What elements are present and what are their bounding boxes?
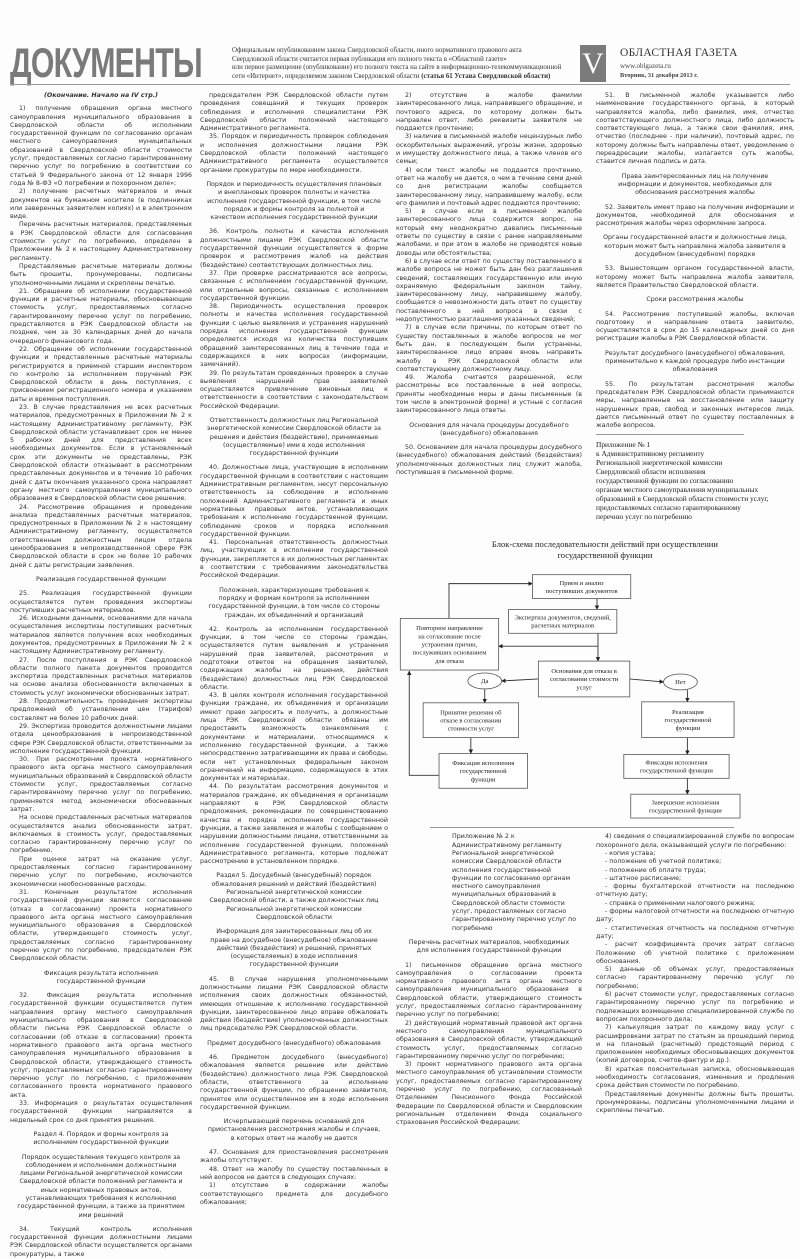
paragraph: Приложение № 1 (596, 440, 651, 450)
section-heading: Предмет досудебного (внесудебного) обжалования (207, 1039, 381, 1047)
notice-line: или первое размещение (опубликование) его полного текста на сайте в информационно-телекоммуникационной (232, 64, 562, 72)
flowchart-label: Нет (675, 679, 686, 687)
paragraph: 35. Порядок и периодичность проверок соблюдения и исполнения должностными лицами РЭК Свердловской области положений настоящего Административного регламента осуществляется органами прокуратуры по мере необходимости. (200, 133, 388, 174)
appendix-2 (396, 833, 794, 1127)
flowchart-label: функции (675, 725, 701, 733)
paragraph: 23. В случае представления не всех расчетных материалов, предусмотренных в Приложении № 2 к настоящему Административному регламенту, РЭК Свердловской области устанавливает срок не менее 5 рабочих дней для представления всех необходимых документов. Если в установленный срок эти документы не представлены, РЭК Свердловской области отказывает в рассмотрении представленных документов и в течение 10 рабочих дней с даты окончания указанного срока направляет органу местного самоуправления муниципального образования в Свердловской области свое решение. (10, 403, 192, 503)
paragraph: 5) в случае если в письменной жалобе заинтересованного лица содержится вопрос, на который ему неоднократно давались письменные ответы по существу в связи с ранее направляемыми жалобами, и при этом в жалобе не приводятся новые доводы или обстоятельства; (396, 208, 582, 257)
flowchart-nodes (400, 575, 740, 818)
paragraph: - положение об учетной политике; (605, 858, 722, 866)
appendix-2-left-wrapper (396, 833, 582, 1127)
paragraph: 36. Контроль полноты и качества исполнения должностными лицами РЭК Свердловской области государственной функции осуществляется в форме проверок и рассмотрения жалоб на действия (бездействие) соответствующих должностных лиц. (200, 228, 388, 269)
flowchart-label: услуг (576, 684, 592, 692)
paragraph: - формы налоговой отчетности на последнюю отчетную дату; (596, 908, 794, 924)
flowchart (396, 527, 794, 825)
paragraph: 28. Продолжительность проведения экспертизы предложений об установлении цен (тарифов) составляет не более 10 рабочих дней. (10, 698, 192, 722)
flowchart-label: Принятие решения об (440, 709, 502, 717)
paragraph: Перечень расчетных материалов, представляемых в РЭК Свердловской области для согласования стоимости услуг по погребению, определен в Приложении № 2 к настоящему Административному регламенту. (10, 221, 192, 262)
box-record-execution (624, 755, 729, 779)
paragraph: 3) наличие в письменной жалобе нецензурных либо оскорбительных выражений, угрозы жизни, здоровью и имуществу должностного лица, а также членов его семьи; (396, 133, 582, 166)
paragraph: 2) действующий нормативный правовой акт органа местного самоуправления муниципального образования в Свердловской области, утверждающий стоимость услуг, предоставляемых согласно гарантированному перечню услуг по погребению; (396, 1019, 582, 1060)
section-heading: Органы государственной власти и должностные лица, которым может быть направлена жалоба заявителя в досудебном (внесудебном) порядке (603, 234, 787, 259)
paragraph: 44. По результатам рассмотрения документов и материалов граждане, их объединения и организации направляют в РЭК Свердловской области предложения, рекомендации по совершенствованию качества и порядка исполнения государственной функции, а также заявления и жалобы с сообщением о нарушении должностными лицами, ответственными за исполнение государственной функции, положений Административного регламента, которые подлежат рассмотрению в установленном порядке. (200, 783, 388, 866)
paragraph: 37. При проверке рассматриваются все вопросы, связанные с исполнением государственной функции, или отдельные вопросы, связанные с исполнением государственной функции. (200, 269, 388, 302)
paragraph: 1) получение обращения органа местного самоуправления муниципального образования в Свердловской области об исполнении государственной функции по согласованию органам местного самоуправления муниципальных образований в Свердловской области стоимости услуг, предоставляемых согласно гарантированному перечню услуг по погребению в соответствии со статьей 9 Федерального закона от 12 января 1996 года № 8-ФЗ «О погребении и похоронном деле»; (10, 105, 192, 187)
section-heading: Раздел 4. Порядок и формы контроля за исполнением государственной функции (33, 1130, 169, 1147)
section-heading: Реализация государственной функции (36, 575, 166, 583)
paragraph: Представляемые документы должны быть прошиты, пронумерованы, подписаны уполномоченными лицами и скреплены печатью. (596, 1090, 794, 1115)
section-heading: Фиксация результата исполнения государственной функции (43, 969, 159, 985)
flowchart-label: Экспертиза документов, сведений, (514, 614, 611, 622)
paragraph: 2) отсутствие в жалобе фамилии заинтересованного лица, направившего обращение, и почтового адреса, по которому должен быть направлен ответ, либо реквизиты заявителя не поддаются прочтению; (396, 92, 582, 133)
paragraph: 4) сведения о специализированной службе по вопросам похоронного дела, оказывающей услуги по погребению: (596, 833, 794, 849)
publication-notice (232, 47, 577, 81)
paragraph: 5) данные об объемах услуг, предоставляемых согласно гарантированному перечню услуг по погребению; (596, 966, 794, 990)
upper-columns (396, 92, 794, 521)
paragraph: На основе представленных расчетных материалов осуществляется анализ обоснованности затрат, включаемых в стоимость услуг, предоставляемых согласно гарантированному перечню услуг по погребению. (10, 814, 192, 855)
appendix-2-header (452, 833, 582, 933)
paragraph: Приложение № 2 к Административному регламенту Региональной энергетической комиссии Свердловской области исполнения государственной функции по согласованию органам местного самоуправления муниципальных образований в Свердловской области стоимости услуг, предоставляемых согласно гарантированному перечню услуг по погребению (452, 833, 577, 932)
flowchart-title: Блок-схема последовательности действий при осуществлении (491, 539, 718, 550)
paragraph: - формы бухгалтерской отчетности на последнюю отчетную дату; (596, 883, 794, 899)
paragraph: - положение об оплате труда; (605, 866, 706, 874)
box-resubmission (400, 619, 498, 671)
paragraph: 48. Ответ на жалобу по существу поставленных в ней вопросов не дается в следующих случаях: (200, 1165, 388, 1181)
flowchart-label: Фиксация исполнения (452, 760, 515, 768)
paragraph: 8) краткая пояснительная записка, обосновывающая необходимость согласования, изменения и продления срока действия стоимости по погребению. (596, 1065, 794, 1090)
newspaper-name: ОБЛАСТНАЯ ГАЗЕТА (620, 47, 738, 59)
box-refusal-grounds (538, 661, 629, 697)
flowchart-label: согласовании стоимости (549, 676, 619, 684)
column-2 (200, 92, 388, 1207)
section-title: ДОКУМЕНТЫ (10, 39, 202, 86)
paragraph: Свердловской области исполнения (596, 467, 706, 477)
flowchart-label: государственной функции (648, 807, 722, 815)
paragraph: 41. Персональная ответственность должностных лиц, участвующих в исполнении государственной функции, закрепляется в их должностных регламентах в соответствии с требованиями законодательства Российской Федерации. (200, 539, 388, 580)
paragraph: перечню услуг по погребению (596, 512, 692, 522)
paragraph: 2) получение расчетных материалов и иных документов на бумажном носителе (в подлинниках или заверенных заявителем копиях) и в электронном виде. (10, 188, 192, 221)
paragraph: 42. Контроль за исполнением государственной функции, в том числе со стороны граждан, осуществляется путем выявления и устранения нарушений прав заявителей, рассмотрения и подготовки ответов на обращения заявителей, содержащих жалобы на решения, действия (бездействие) должностных лиц РЭК Свердловской области. (200, 625, 388, 691)
flowchart-label: на согласование после (418, 633, 481, 641)
decision-no (664, 674, 698, 690)
flowchart-label: Основания для отказа в (551, 668, 617, 676)
paragraph: 29. Экспертиза проводится должностными лицами отдела ценообразования в непроизводственной сфере РЭК Свердловской области, ответственными за исполнение государственной функции. (10, 722, 192, 755)
flowchart-label: отказе в согласовании (440, 717, 502, 725)
paragraph: 7) калькуляция затрат по каждому виду услуг с расшифровками затрат по статьям за прошедший период и на плановый (расчетный) предстоящий период с приложением необходимых обосновывающих документов (копий договоров, счетов-фактур и др.). (596, 1024, 794, 1065)
paragraph: 38. Периодичность осуществления проверок полноты и качества исполнения государственной функции с целью выявления и устранения нарушений порядка исполнения государственной функции определяется исходя из количества поступивших обращений заинтересованных лиц в течение года и содержащихся в них вопросах (информации, замечаний). (200, 303, 388, 369)
newspaper-info (620, 47, 790, 79)
paragraph: - статистическая отчетность на последнюю отчетную дату; (596, 924, 794, 940)
paragraph: предоставляемых согласно гарантированному (596, 503, 742, 513)
paragraph: 55. По результатам рассмотрения жалобы председателем РЭК Свердловской области принимаются меры, направленные на восстановление или защиту нарушенных прав, свобод и законных интересов лица, дается письменный ответ по существу поставленных в жалобе вопросов. (596, 380, 794, 430)
paragraph: 43. В целях контроля исполнения государственной функции граждане, их объединения и организации имеют право запросить и получить, а должностные лица РЭК Свердловской области обязаны им предоставить возможность ознакомления с документами и материалами, относящимися к исполнению государственной функции, а также непосредственно затрагивающими их права и свободы, если нет установленных федеральным законом ограничений на информацию, содержащуюся в этих документах и материалах. (200, 692, 388, 783)
header-divider (10, 84, 790, 85)
paragraph: - расчет коэффициента прочих затрат согласно Положению об учетной политике с приложением обоснования. (596, 941, 794, 965)
paragraph: 32. Фиксация результата исполнения государственной функции осуществляется путем направления органу местного самоуправления муниципального образования в Свердловской области письма РЭК Свердловской области о согласовании (об отказе в согласовании) проекта нормативного правового акта органа местного самоуправления муниципального образования в Свердловской области, утверждающего стоимость услуг, предоставляемых согласно гарантированному перечню услуг по погребению, с приложением согласованного проекта нормативного правового акта. (10, 992, 192, 1099)
paragraph: образований в Свердловской области стоимости услуг, (596, 494, 769, 504)
paragraph: 6) в случае если ответ по существу поставленного в жалобе вопроса не может быть дан без разглашения сведений, составляющих государственную или иную охраняемую федеральным законом тайну, заинтересованному лицу, направившему жалобу, сообщается о невозможности дать ответ по существу поставленного в ней вопроса в связи с недопустимостью разглашения указанных сведений; (396, 257, 582, 324)
right-region (396, 92, 794, 1127)
box-receive-documents (532, 575, 630, 599)
paragraph: - штатное расписание; (605, 874, 682, 882)
paragraph: 25. Реализация государственной функции осуществляется путем проведения экспертизы поступивших расчетных материалов. (10, 590, 192, 614)
flowchart-label: Реализация (671, 709, 704, 717)
flowchart-label: послуживших основанием (412, 650, 487, 658)
flowchart-title: государственной функции (557, 550, 653, 561)
flowchart-label: функции (470, 776, 496, 784)
paragraph: 53. Вышестоящим органом государственной власти, которому может быть направлена жалоба заявителя, является Правительство Свердловской области. (596, 265, 794, 289)
flowchart-label: государственной функции (640, 768, 713, 776)
paragraph: 46. Предметом досудебного (внесудебного) обжалования является решение или действие (бездействие) должностного лица РЭК Свердловской области, ответственного за исполнение государственной функции, по обращению заявителя, принятое или осуществленное им в ходе исполнения государственной функции. (200, 1054, 388, 1111)
paragraph: Региональной энергетической комиссии (596, 458, 723, 468)
section-heading: Раздел 5. Досудебный (внесудебный) порядок обжалования решений и действий (бездействия) Региональной энергетической комиссии Свердловской области, а также должностных лиц Региональной энергетической комиссии Свердловской области (209, 872, 379, 921)
paragraph: 22. Обращение об исполнении государственной функции и представленные расчетные материалы регистрируются в приемной старшим инспектором по контролю за исполнением поручений РЭК Свердловской области в день поступления, с присвоением регистрационного номера и указанием даты и времени поступления. (10, 345, 192, 403)
paragraph: 34. Текущий контроль исполнения государственной функции должностными лицами РЭК Свердловской области осуществляется органами прокуратуры, а также (10, 1225, 192, 1258)
column-4 (596, 92, 794, 430)
column-4-wrapper (596, 92, 794, 521)
paragraph: Представляемые расчетные материалы должны быть прошиты, пронумерованы, подписаны уполномоченными лицами и скреплены печатью. (10, 262, 192, 287)
paragraph: 33. Информация о результатах осуществления государственной функции направляется в недельный срок со дня принятия решения. (10, 1100, 192, 1124)
section-divider (430, 827, 734, 828)
section-heading: Основания для начала процедуры досудебного (внесудебного) обжалования (409, 421, 569, 437)
flowchart-label: расчетных материалов (531, 623, 595, 631)
issue-date: Вторник, 31 декабря 2013 г. (620, 72, 698, 79)
section-heading: Порядок осуществления текущего контроля за соблюдением и исполнением должностными лицами Региональной энергетической комиссии Свердловской области положений регламента и иных нормативных правовых актов, устанавливающих требования к исполнению государственной функции, а также за принятием ими решений (17, 1153, 185, 1219)
flowchart-label: для отказа (435, 658, 464, 666)
paragraph: государственной функции по согласованию (596, 476, 734, 486)
section-heading: Сроки рассмотрения жалобы (646, 296, 744, 304)
flowchart-label: поступивших документов (545, 588, 618, 596)
section-divider (596, 434, 744, 435)
flowchart-label: Да (481, 678, 489, 686)
section-heading: Положения, характеризующие требования к порядку и формам контроля за исполнением государственной функции, в том числе со стороны граждан, их объединений и организаций (208, 586, 380, 619)
paragraph: 1) отсутствие в содержании жалобы соответствующего предмета для досудебного обжалования; (200, 1182, 388, 1206)
flowchart-label: государственной (459, 768, 507, 776)
section-heading: Перечень расчетных материалов, необходимых для исполнения государственной функции (408, 938, 570, 955)
paragraph: 31. Конечным результатом исполнения государственной функции является согласование (отказ в согласовании) проекта нормативного правового акта органа местного самоуправления муниципального образования в Свердловской области, утверждающего стоимость услуг, предоставляемых согласно гарантированному перечню услуг по погребению, председателем РЭК Свердловской области. (10, 888, 192, 963)
flowchart-label: стоимости услуг (447, 726, 495, 734)
notice-line: Свердловской области считается первая публикация его полного текста в «Областной газете» (232, 55, 507, 63)
paragraph: 26. Исходными данными, основаниями для начала осуществления экспертизы поступивших расчетных материалов является получение всех необходимых документов, предусмотренных в Приложении № 2 к настоящему Административному регламенту. (10, 615, 192, 656)
column-1 (10, 92, 192, 1259)
paragraph: - справка о применении налогового режима; (605, 899, 756, 907)
flowchart-arrow (502, 679, 539, 681)
flowchart-label: государственной (664, 717, 712, 725)
box-completion (631, 795, 740, 819)
continuation-note: (Окончание. Начало на IV стр.) (44, 92, 158, 99)
paragraph: председателем РЭК Свердловской области путем проведения совещаний и текущих проверок соблюдения и исполнения специалистами РЭК Свердловской области положений настоящего Административного регламента. (200, 92, 388, 133)
column-3 (396, 92, 582, 477)
paragraph: органам местного самоуправления муниципальных (596, 485, 759, 495)
flowchart-arrow (630, 679, 664, 682)
paragraph: 52. Заявитель имеет право на получение информации и документов, необходимой для обоснования и рассмотрения жалобы через оформление запроса. (596, 203, 794, 228)
paragraph: 51. В письменной жалобе указывается либо наименование государственного органа, в который направляется жалоба, либо фамилия, имя, отчество соответствующего должностного лица, либо должность соответствующего лица, а также свои фамилия, имя, отчество (последнее - при наличии), почтовый адрес, по которому должны быть направлены ответ, уведомление о переадресации жалобы, излагается суть жалобы, ставится личная подпись и дата. (596, 92, 794, 166)
appendix-2-list (396, 939, 582, 1128)
paragraph: 21. Обращение об исполнении государственной функции и расчетные материалы, обосновывающие стоимость услуг, предоставляемых согласно гарантированному перечню услуг по погребению, представляются в РЭК Свердловской области не позднее, чем за 30 календарных дней до начала очередного финансового года. (10, 287, 192, 345)
paragraph: При оценке затрат на оказание услуг, предоставляемых согласно гарантированному перечню услуг по погребению, исключаются экономически необоснованные расходы. (10, 855, 192, 888)
flowchart-label: устранения причин, (421, 641, 478, 649)
paragraph: 50. Основанием для начала процедуры досудебного (внесудебного) обжалования действий (бездействия) уполномоченных должностных лиц служит жалоба, поступившая в письменной форме. (396, 444, 582, 477)
section-heading: Результат досудебного (внесудебного) обжалования, применительно к каждой процедуре либо инстанции обжалования (604, 349, 786, 374)
flowchart-label: Завершение исполнения (651, 799, 720, 807)
paragraph: 40. Должностные лица, участвующие в исполнении государственной функции в соответствии с настоящим Административным регламентом, несут персональную ответственность за соблюдение и исполнение положений Административного регламента и иных нормативных правовых актов, устанавливающих требования к исполнению государственной функции, соблюдение сроков и порядка исполнения государственной функции. (200, 464, 388, 538)
paragraph: 39. По результатам проведенных проверок в случае выявления нарушений прав заявителей осуществляется привлечение виновных лиц к ответственности в соответствии с законодательством Российской Федерации. (200, 369, 388, 410)
box-expertise (509, 610, 617, 634)
section-heading: Права заинтересованных лиц на получение информации и документов, необходимых для обоснования рассмотрения жалобы (618, 172, 772, 197)
box-refusal-decision (423, 703, 518, 738)
notice-bold: (статья 61 Устава Свердловской области) (421, 72, 551, 80)
page-number-badge: V (580, 45, 606, 82)
flowchart-label: Повторное направление (416, 625, 483, 633)
box-record-refusal (439, 754, 527, 789)
paragraph: 47. Основания для приостановления рассмотрения жалобы отсутствуют. (200, 1149, 388, 1165)
paragraph: 45. В случае нарушения уполномоченными должностными лицами РЭК Свердловской области исполнения своих должностных обязанностей, имеющих отношение к исполнению государственной функции, заинтересованное лицо вправе обжаловать действия (бездействие) уполномоченных должностных лиц председателю РЭК Свердловской области. (200, 975, 388, 1033)
paragraph: 30. При рассмотрении проекта нормативного правового акта органа местного самоуправления муниципальных образований в Свердловской области стоимости услуг, предоставляемых согласно гарантированному перечню услуг по погребению, применяется метод экономически обоснованных затрат. (10, 756, 192, 813)
newspaper-url: www.oblgazeta.ru (620, 62, 671, 70)
paragraph: 6) расчет стоимости услуг, предоставляемых согласно гарантированному перечню услуг по погребению и подлежащих возмещению специализированной службе по вопросам похоронного дела; (596, 991, 794, 1023)
paragraph: 3) проект нормативного правового акта органа местного самоуправления об установлении стоимости услуг, предоставляемых согласно гарантированному перечню услуг по погребению, согласованный Отделением Пенсионного Фонда Российской Федерации по Свердловской области и Свердловским региональным отделением Фонда социального страхования Российской Федерации; (396, 1061, 582, 1127)
decision-yes (468, 673, 502, 689)
paragraph: 24. Рассмотрение обращения и проведение анализа представленных расчетных материалов, предусмотренных в Приложении № 2 к настоящему Административному регламенту, осуществляется ответственным должностным лицом отдела ценообразования в непроизводственной сфере РЭК Свердловской области в срок не более 10 рабочих дней с даты регистрации заявления. (10, 503, 192, 569)
paragraph: 54. Рассмотрение поступившей жалобы, включая подготовку и направление ответа заявителю, осуществляется в срок до 15 календарных дней со дня регистрации жалобы в РЭК Свердловской области. (596, 310, 794, 343)
appendix-2-list-continued (596, 833, 794, 1115)
section-heading: Исчерпывающий перечень оснований для приостановления рассмотрения жалобы и случаев, в которых ответ на жалобу не дается (207, 1118, 381, 1142)
section-heading: Порядок и периодичность осуществления плановых и внеплановых проверок полноты и качества исполнения государственной функции, в том числе порядок и формы контроля за полнотой и качеством исполнения государственной функции (206, 180, 382, 222)
notice-line: Официальным опубликованием закона Свердловской области, иного нормативного правового акта (232, 47, 522, 54)
paragraph: 7) в случае если причины, по которым ответ по существу поставленных в жалобе вопросов не мог быть дан, в последующем были устранены, заинтересованное лицо вправе вновь направить жалобу в РЭК Свердловской области или соответствующему должностному лицу. (396, 324, 582, 373)
box-implementation (642, 702, 734, 738)
paragraph: 4) если текст жалобы не поддается прочтению, ответ на жалобу не дается, о чем в течение семи дней со дня регистрации жалобы сообщается заинтересованному лицу, направившему жалобу, если его фамилия и почтовый адрес поддаются прочтению; (396, 166, 582, 207)
paragraph: к Административному регламенту (596, 449, 705, 459)
appendix-1-header (596, 440, 794, 521)
paragraph: - копия устава; (605, 849, 656, 857)
paragraph: 1) письменное обращение органа местного самоуправления о согласовании проекта нормативного правового акта органа местного самоуправления муниципального образования в Свердловской области, утверждающего стоимость услуг, предоставляемых согласно гарантированному перечню услуг по погребению; (396, 961, 582, 1019)
paragraph: 49. Жалоба считается разрешенной, если рассмотрены все поставленные в ней вопросы, приняты необходимые меры и даны письменные (в том числе в электронной форме) и устные с согласия заинтересованного лица ответы. (396, 374, 582, 415)
paragraph: 27. После поступления в РЭК Свердловской области полного пакета документов проводится экспертиза представленных расчетных материалов на основе анализа обоснованности включаемых в стоимость услуг экономически обоснованных затрат. (10, 656, 192, 697)
flowchart-label: Прием и анализ (559, 580, 604, 588)
section-heading: Информация для заинтересованных лиц об их праве на досудебное (внесудебное) обжалование действий (бездействия) и решений, принятых (осуществляемых) в ходе исполнения государственной функции (210, 928, 378, 969)
flowchart-label: Фиксация исполнения (645, 759, 708, 767)
section-heading: Ответственность должностных лиц Региональной энергетической комиссии Свердловской области за решения и действия (бездействие), принимаемые (осуществляемые) ими в ходе исполнения государственной функции (207, 416, 381, 458)
notice-line: сети «Интернет», определяемом законом Свердловской области (232, 72, 420, 80)
